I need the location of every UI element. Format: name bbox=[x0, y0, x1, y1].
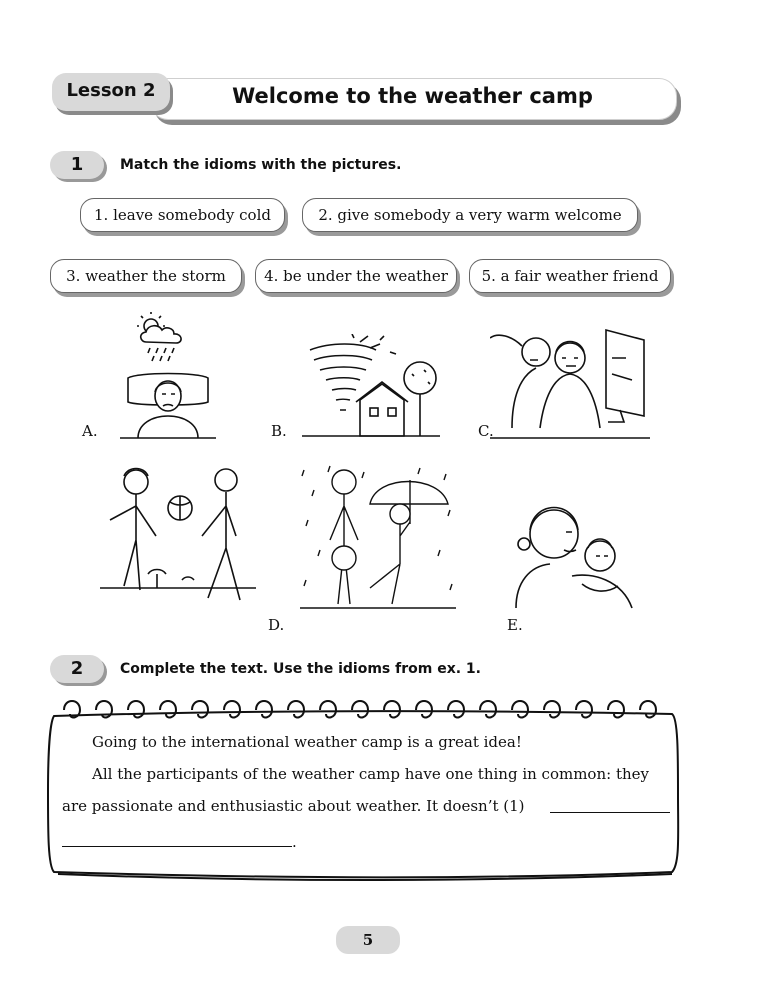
exercise-1-instruction: Match the idioms with the pictures. bbox=[120, 157, 402, 173]
answer-blank-1b[interactable] bbox=[62, 846, 292, 847]
text-paragraph-1: Going to the international weather camp is a great idea! bbox=[92, 733, 522, 751]
picture-e-warm-welcome bbox=[512, 494, 636, 610]
text-paragraph-2-line-2: are passionate and enthusiastic about weather. It doesn’t (1) bbox=[62, 797, 525, 815]
picture-b-tornado bbox=[300, 334, 442, 438]
picture-label-e: E. bbox=[507, 616, 523, 634]
answer-blank-1a[interactable] bbox=[550, 812, 670, 813]
idiom-chip-4: 4. be under the weather bbox=[255, 259, 457, 293]
exercise-2-instruction: Complete the text. Use the idioms from ex. 1. bbox=[120, 661, 481, 677]
idiom-chip-1: 1. leave somebody cold bbox=[80, 198, 285, 232]
exercise-2-number: 2 bbox=[50, 655, 104, 683]
picture-label-c: C. bbox=[478, 422, 494, 440]
picture-label-a: A. bbox=[82, 422, 98, 440]
idiom-chip-3: 3. weather the storm bbox=[50, 259, 242, 293]
blank-period: . bbox=[292, 833, 297, 851]
picture-label-b: B. bbox=[271, 422, 287, 440]
page-number: 5 bbox=[336, 926, 400, 954]
page-title: Welcome to the weather camp bbox=[232, 84, 593, 108]
idiom-chip-2: 2. give somebody a very warm welcome bbox=[302, 198, 638, 232]
picture-label-d: D. bbox=[268, 616, 285, 634]
picture-c-friends-at-computer bbox=[490, 318, 650, 440]
picture-a-sick-in-bed bbox=[118, 312, 218, 440]
text-paragraph-2-line-1: All the participants of the weather camp have one thing in common: they bbox=[92, 765, 649, 783]
picture-d-beach-volleyball bbox=[100, 462, 256, 616]
lesson-label: Lesson 2 bbox=[66, 80, 156, 101]
picture-d-rain-umbrella bbox=[300, 460, 456, 612]
idiom-chip-5: 5. a fair weather friend bbox=[469, 259, 671, 293]
exercise-1-number: 1 bbox=[50, 151, 104, 179]
